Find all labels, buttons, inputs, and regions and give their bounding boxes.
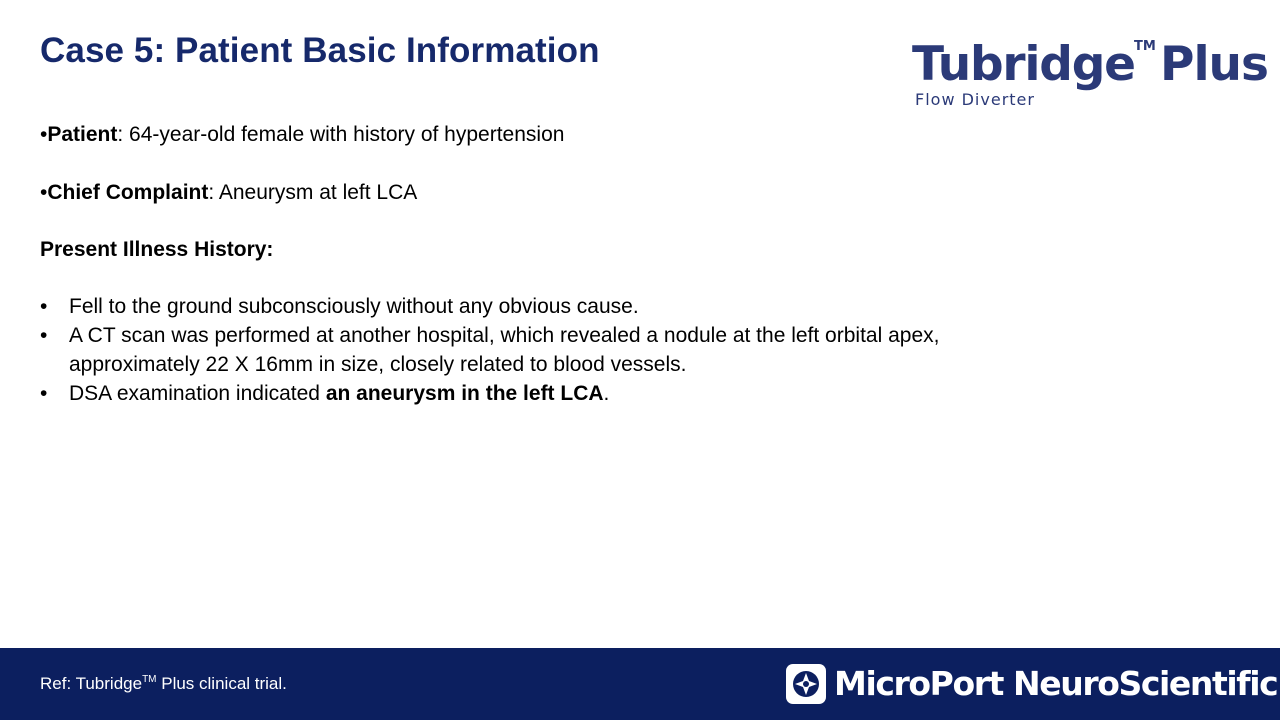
bullet: • <box>40 123 48 146</box>
logo-subtitle: Flow Diverter <box>915 90 1035 109</box>
microport-logo-icon <box>786 664 826 704</box>
history-list <box>40 292 960 408</box>
list-item-text-before: DSA examination indicated <box>69 382 326 405</box>
bullet: • <box>40 324 48 347</box>
history-heading <box>40 235 273 264</box>
slide-title: Case 5: Patient Basic Information <box>40 31 600 70</box>
chief-complaint-label: Chief Complaint <box>47 181 209 204</box>
patient-text: : 64-year-old female with history of hypertension <box>117 123 565 146</box>
microport-logo <box>786 664 1278 706</box>
ref-prefix: Ref: Tubridge <box>40 674 143 693</box>
bullet: • <box>40 382 48 405</box>
reference-note <box>40 674 287 694</box>
footer-bar <box>0 648 1280 720</box>
ref-suffix: Plus clinical trial. <box>156 674 287 693</box>
ref-trademark: TM <box>142 674 157 685</box>
logo-product-plus: Plus <box>1160 37 1268 92</box>
list-item <box>40 292 960 321</box>
chief-complaint-line <box>40 178 417 207</box>
chief-complaint-text: : Aneurysm at left LCA <box>208 181 418 204</box>
logo-trademark: TM <box>1134 39 1156 54</box>
bullet: • <box>40 295 48 318</box>
history-heading-text: Present Illness History: <box>40 238 274 261</box>
list-item <box>40 379 960 408</box>
list-item-text-after: . <box>603 382 610 405</box>
bullet: • <box>40 181 48 204</box>
list-item-text-bold: an aneurysm in the left LCA <box>325 382 604 405</box>
list-item <box>40 321 960 379</box>
list-item-text: Fell to the ground subconsciously without any obvious cause. <box>69 295 639 318</box>
list-item-text: A CT scan was performed at another hospital, which revealed a nodule at the left orbital apex, approximately 22 X 16mm in size, closely related to blood vessels. <box>69 324 940 376</box>
patient-line <box>40 120 564 149</box>
logo-product-word: Tubridge <box>912 37 1135 92</box>
patient-label: Patient <box>47 123 118 146</box>
company-name: MicroPort NeuroScientific <box>834 664 1278 703</box>
tubridge-plus-logo <box>912 36 1272 116</box>
